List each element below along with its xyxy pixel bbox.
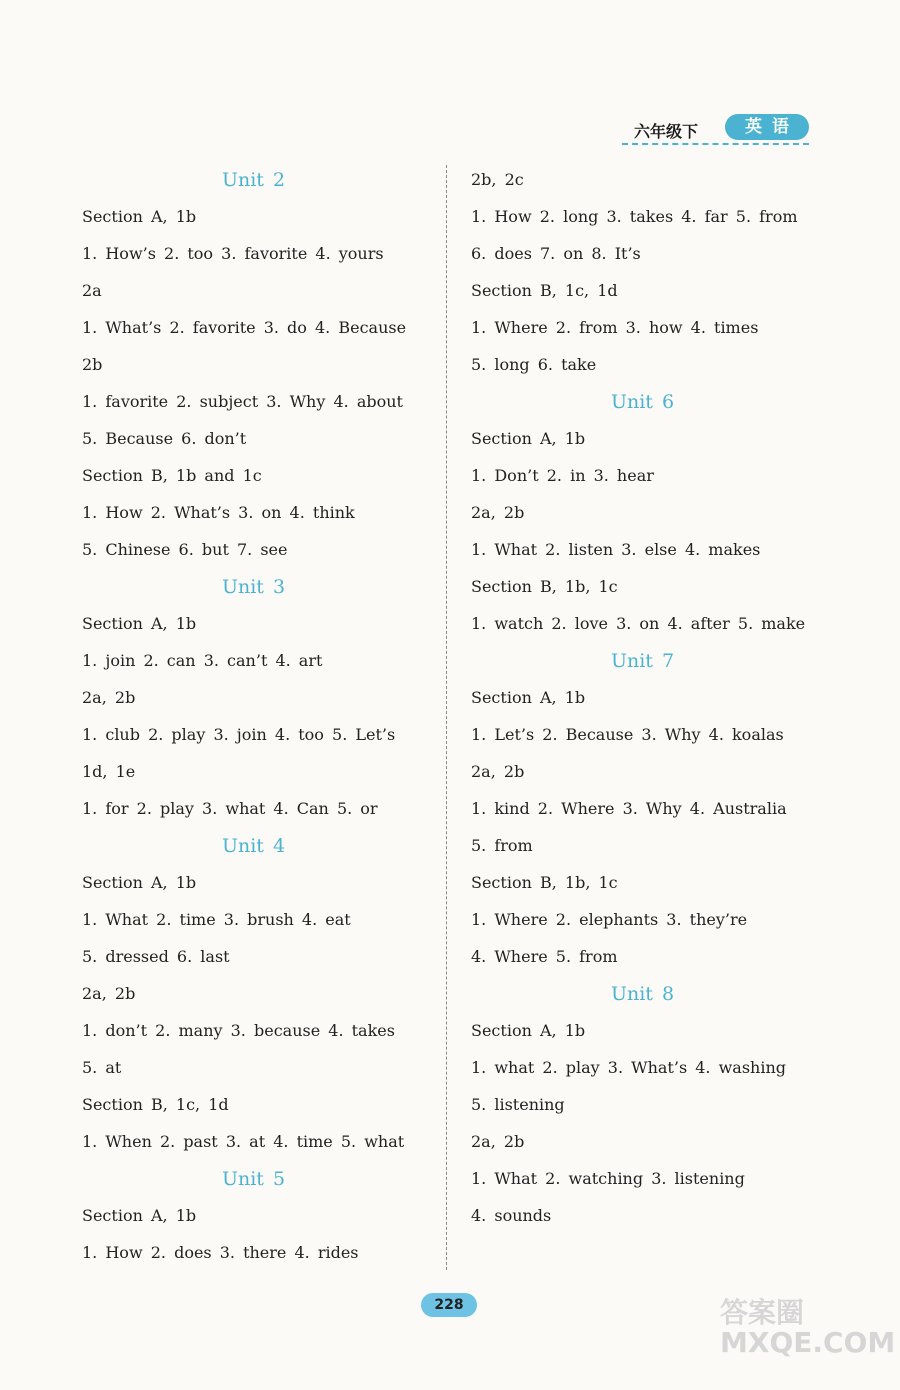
watermark-url: MXQE.COM [720,1326,896,1359]
answer-line: 1. for 2. play 3. what 4. Can 5. or [82,799,378,818]
answer-line: 5. at [82,1058,122,1077]
answer-line: 5. Chinese 6. but 7. see [82,540,288,559]
answer-line: 1. favorite 2. subject 3. Why 4. about [82,392,403,411]
watermark-text: 答案圈 [720,1296,805,1329]
answer-line: Section B, 1b, 1c [471,577,618,596]
answer-line: 1d, 1e [82,762,136,781]
answer-line: Section B, 1c, 1d [82,1095,229,1114]
answer-line: 1. What’s 2. favorite 3. do 4. Because [82,318,407,337]
answer-line: Section A, 1b [471,429,586,448]
answer-line: 1. What 2. time 3. brush 4. eat [82,910,351,929]
unit-heading: Unit 5 [221,1168,286,1190]
answer-line: 1. Where 2. from 3. how 4. times [471,318,759,337]
answer-line: 2b, 2c [471,170,524,189]
subject-badge: 英语 [725,114,809,140]
answer-line: 2a, 2b [471,1132,525,1151]
page-number: 228 [421,1293,477,1317]
answer-line: 2a, 2b [82,688,136,707]
answer-line: 4. Where 5. from [471,947,618,966]
answer-line: Section A, 1b [82,614,197,633]
answer-line: Section B, 1b, 1c [471,873,618,892]
unit-heading: Unit 4 [221,835,286,857]
header [600,112,815,148]
answer-line: 1. join 2. can 3. can’t 4. art [82,651,323,670]
answer-line: 1. watch 2. love 3. on 4. after 5. make [471,614,806,633]
unit-heading: Unit 8 [610,983,675,1005]
header-rule [622,143,809,145]
answer-line: 5. dressed 6. last [82,947,230,966]
answer-line: 4. sounds [471,1206,552,1225]
column-divider [446,165,447,1270]
answer-line: 1. How 2. long 3. takes 4. far 5. from [471,207,798,226]
answer-line: 2b [82,355,103,374]
answer-line: 1. Where 2. elephants 3. they’re [471,910,748,929]
watermark-logo [720,1298,895,1358]
answer-line: 1. Let’s 2. Because 3. Why 4. koalas [471,725,784,744]
answer-line: 5. long 6. take [471,355,597,374]
unit-heading: Unit 6 [610,391,675,413]
unit-heading: Unit 7 [610,650,675,672]
answer-line: 6. does 7. on 8. It’s [471,244,641,263]
answer-line: 1. Don’t 2. in 3. hear [471,466,654,485]
answer-line: 2a [82,281,102,300]
answer-line: Section A, 1b [82,1206,197,1225]
answer-line: 1. don’t 2. many 3. because 4. takes [82,1021,395,1040]
answer-line: Section A, 1b [82,873,197,892]
answer-line: 5. from [471,836,533,855]
unit-heading: Unit 2 [221,169,286,191]
answer-line: 1. How’s 2. too 3. favorite 4. yours [82,244,384,263]
answer-line: 1. club 2. play 3. join 4. too 5. Let’s [82,725,396,744]
answer-line: Section A, 1b [471,688,586,707]
answer-line: 1. What 2. listen 3. else 4. makes [471,540,761,559]
answer-line: 1. what 2. play 3. What’s 4. washing [471,1058,786,1077]
answer-line: 2a, 2b [471,503,525,522]
answer-line: 1. When 2. past 3. at 4. time 5. what [82,1132,405,1151]
grade-label: 六年级下 [634,122,699,141]
answer-line: 5. Because 6. don’t [82,429,247,448]
answer-line: 1. How 2. does 3. there 4. rides [82,1243,359,1262]
answer-line: 2a, 2b [82,984,136,1003]
answer-line: Section A, 1b [82,207,197,226]
answer-line: Section A, 1b [471,1021,586,1040]
answer-line: Section B, 1b and 1c [82,466,262,485]
answer-line: 1. How 2. What’s 3. on 4. think [82,503,355,522]
answer-line: Section B, 1c, 1d [471,281,618,300]
answer-line: 2a, 2b [471,762,525,781]
unit-heading: Unit 3 [221,576,286,598]
answer-line: 1. kind 2. Where 3. Why 4. Australia [471,799,787,818]
answer-line: 1. What 2. watching 3. listening [471,1169,745,1188]
answer-line: 5. listening [471,1095,565,1114]
